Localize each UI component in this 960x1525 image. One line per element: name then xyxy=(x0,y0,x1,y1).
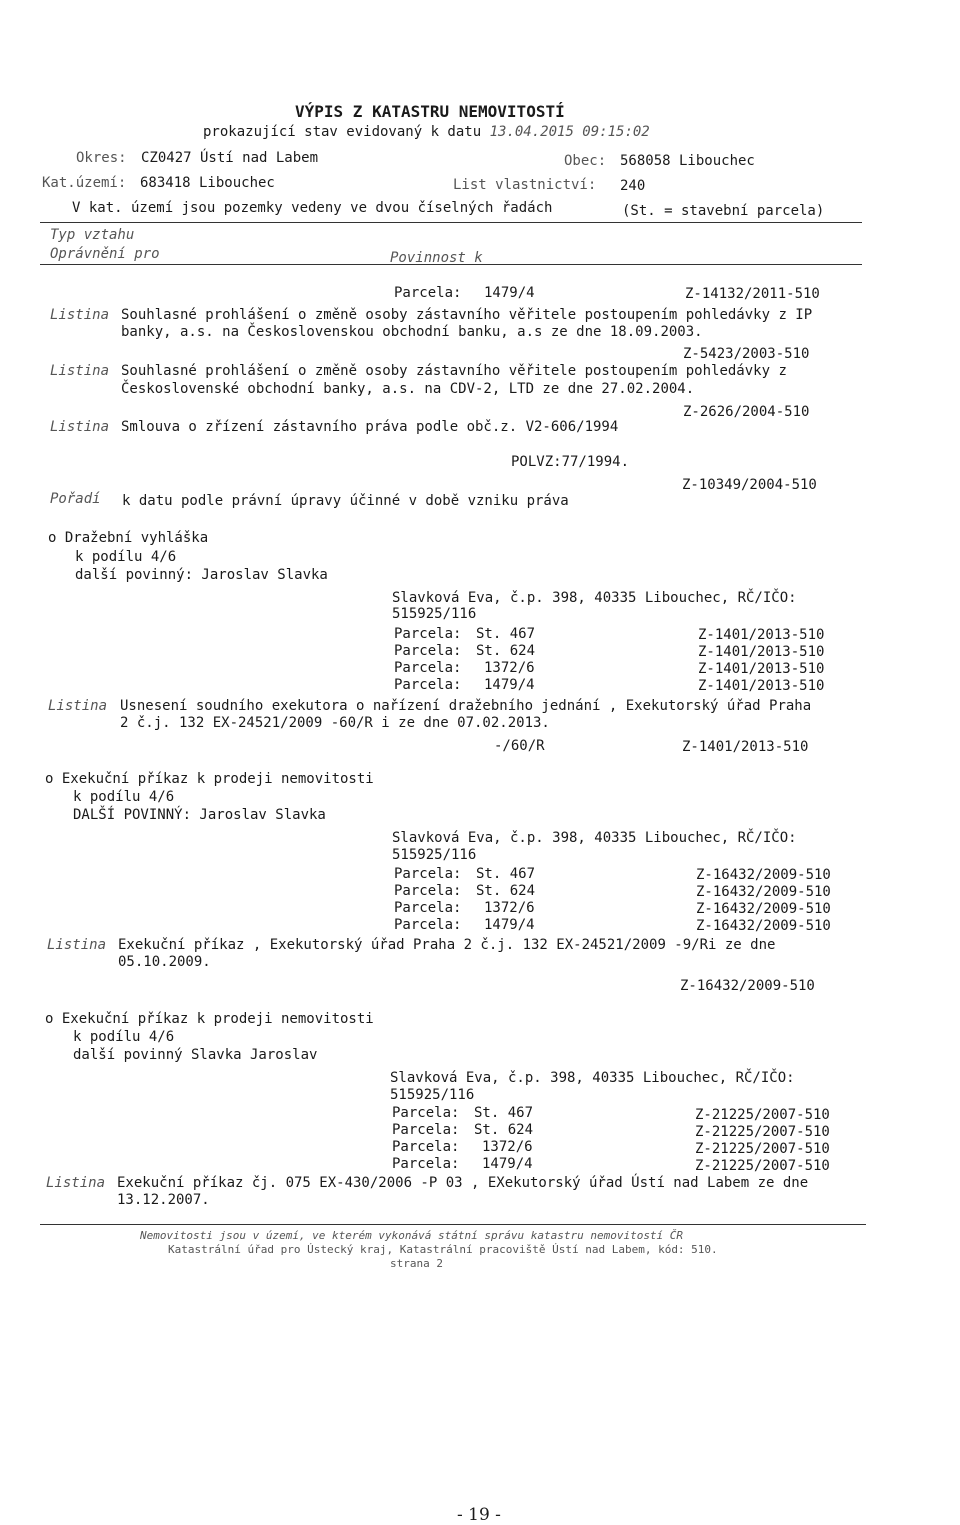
parcel-ref: Z-16432/2009-510 xyxy=(696,867,831,883)
section-title: o Exekuční příkaz k prodeji nemovitosti xyxy=(45,771,374,787)
parcel-ref: Z-21225/2007-510 xyxy=(695,1158,830,1174)
listina-label: Listina xyxy=(50,419,110,435)
poradi-ref: Z-10349/2004-510 xyxy=(682,477,817,493)
column-typ-vztahu: Typ vztahu xyxy=(50,227,135,243)
parcela-label: Parcela: xyxy=(394,285,462,301)
parcel-value: St. 624 xyxy=(476,643,536,659)
parcel-ref: Z-1401/2013-510 xyxy=(698,678,825,694)
person-rc: 515925/116 xyxy=(392,847,477,863)
listina-ref: Z-1401/2013-510 xyxy=(682,739,809,755)
person-rc: 515925/116 xyxy=(392,606,477,622)
footer-line: Nemovitosti jsou v území, ve kterém vykonává státní správu katastru nemovitostí ČR xyxy=(140,1229,684,1242)
katuzemi-label: Kat.území: xyxy=(42,175,127,191)
footer-divider xyxy=(40,1224,866,1225)
column-povinnost-k: Povinnost k xyxy=(390,250,483,266)
listina-ref: Z-16432/2009-510 xyxy=(680,978,815,994)
listina-text: banky, a.s. na Československou obchodní banku, a.s ze dne 18.09.2003. xyxy=(121,324,703,340)
listina-text: 05.10.2009. xyxy=(118,954,211,970)
person: Slavková Eva, č.p. 398, 40335 Libouchec, RČ/IČO: xyxy=(392,830,797,846)
poradi-label: Pořadí xyxy=(50,491,101,507)
section-podil: k podílu 4/6 xyxy=(75,549,177,565)
parcel-value: 1479/4 xyxy=(484,917,535,933)
listina-text: Československé obchodní banky, a.s. na CDV-2, LTD ze dne 27.02.2004. xyxy=(121,381,695,397)
parcel-label: Parcela: xyxy=(394,626,462,642)
section-povinny: další povinný Slavka Jaroslav xyxy=(73,1047,318,1063)
parcel-label: Parcela: xyxy=(394,917,462,933)
listina-text: Souhlasné prohlášení o změně osoby zástavního věřitele postoupením pohledávky z IP xyxy=(121,307,813,323)
person: Slavková Eva, č.p. 398, 40335 Libouchec, RČ/IČO: xyxy=(390,1070,795,1086)
parcel-value: St. 467 xyxy=(476,626,536,642)
parcel-label: Parcela: xyxy=(394,883,462,899)
parcel-value: 1372/6 xyxy=(484,660,535,676)
obec-label: Obec: xyxy=(564,153,607,169)
listina-text: Souhlasné prohlášení o změně osoby zástavního věřitele postoupením pohledávky z xyxy=(121,363,787,379)
section-povinny: další povinný: Jaroslav Slavka xyxy=(75,567,328,583)
lv-value: 240 xyxy=(620,178,646,194)
column-divider xyxy=(40,264,862,265)
okres-value: CZ0427 Ústí nad Labem xyxy=(141,150,319,166)
subtitle-prefix: prokazující stav evidovaný k datu xyxy=(203,124,482,140)
parcel-ref: Z-1401/2013-510 xyxy=(698,661,825,677)
poradi-text: k datu podle právní úpravy účinné v době vzniku práva xyxy=(122,493,569,509)
column-opravneni-pro: Oprávnění pro xyxy=(50,246,160,262)
parcel-label: Parcela: xyxy=(394,866,462,882)
parcel-value: 1372/6 xyxy=(484,900,535,916)
parcela-ref: Z-14132/2011-510 xyxy=(685,286,820,302)
section-povinny: DALŠÍ POVINNÝ: Jaroslav Slavka xyxy=(73,807,326,823)
parcel-value: St. 624 xyxy=(474,1122,534,1138)
okres-label: Okres: xyxy=(76,150,127,166)
parcel-value: 1479/4 xyxy=(484,677,535,693)
listina-text: Exekuční příkaz , Exekutorský úřad Praha 2 č.j. 132 EX-24521/2009 -9/Ri ze dne xyxy=(118,937,776,953)
katuzemi-note: V kat. území jsou pozemky vedeny ve dvou číselných řadách xyxy=(72,200,553,216)
listina-ref: Z-2626/2004-510 xyxy=(683,404,810,420)
listina-text: Smlouva o zřízení zástavního práva podle obč.z. V2-606/1994 xyxy=(121,419,619,435)
person-rc: 515925/116 xyxy=(390,1087,475,1103)
katuzemi-value: 683418 Libouchec xyxy=(140,175,275,191)
listina-label: Listina xyxy=(50,363,110,379)
header-divider xyxy=(40,222,862,223)
listina-label: Listina xyxy=(50,307,110,323)
footer-page-label: strana 2 xyxy=(390,1257,443,1270)
parcela-value: 1479/4 xyxy=(484,285,535,301)
listina-text: Exekuční příkaz čj. 075 EX-430/2006 -P 03 , EXekutorský úřad Ústí nad Labem ze dne xyxy=(117,1175,809,1191)
document-subtitle xyxy=(203,125,650,139)
section-podil: k podílu 4/6 xyxy=(73,789,175,805)
parcel-value: St. 467 xyxy=(474,1105,534,1121)
listina-text: Usnesení soudního exekutora o nařízení dražebního jednání , Exekutorský úřad Praha xyxy=(120,698,812,714)
parcel-ref: Z-16432/2009-510 xyxy=(696,918,831,934)
parcel-label: Parcela: xyxy=(392,1122,460,1138)
parcel-label: Parcela: xyxy=(392,1139,460,1155)
obec-value: 568058 Libouchec xyxy=(620,153,755,169)
parcel-label: Parcela: xyxy=(394,660,462,676)
parcel-value: 1372/6 xyxy=(482,1139,533,1155)
listina-text: 13.12.2007. xyxy=(117,1192,210,1208)
listina-text: 2 č.j. 132 EX-24521/2009 -60/R i ze dne 07.02.2013. xyxy=(120,715,550,731)
parcel-label: Parcela: xyxy=(394,677,462,693)
subtitle-date: 13.04.2015 09:15:02 xyxy=(489,124,650,140)
listina-label: Listina xyxy=(47,937,107,953)
parcel-ref: Z-16432/2009-510 xyxy=(696,884,831,900)
listina-text: -/60/R xyxy=(494,738,545,754)
parcel-ref: Z-1401/2013-510 xyxy=(698,644,825,660)
parcel-ref: Z-21225/2007-510 xyxy=(695,1141,830,1157)
document-title: VÝPIS Z KATASTRU NEMOVITOSTÍ xyxy=(295,102,565,121)
parcel-value: 1479/4 xyxy=(482,1156,533,1172)
parcel-value: St. 467 xyxy=(476,866,536,882)
page-number: - 19 - xyxy=(457,1505,501,1525)
parcel-label: Parcela: xyxy=(392,1105,460,1121)
parcel-ref: Z-21225/2007-510 xyxy=(695,1107,830,1123)
person: Slavková Eva, č.p. 398, 40335 Libouchec, RČ/IČO: xyxy=(392,590,797,606)
listina-label: Listina xyxy=(46,1175,106,1191)
parcel-value: St. 624 xyxy=(476,883,536,899)
parcel-ref: Z-1401/2013-510 xyxy=(698,627,825,643)
parcel-ref: Z-16432/2009-510 xyxy=(696,901,831,917)
section-title: o Dražební vyhláška xyxy=(48,530,209,546)
listina-ref: Z-5423/2003-510 xyxy=(683,346,810,362)
lv-label: List vlastnictví: xyxy=(453,177,597,193)
footer-line: Katastrální úřad pro Ústecký kraj, Katastrální pracoviště Ústí nad Labem, kód: 510. xyxy=(168,1243,718,1256)
section-title: o Exekuční příkaz k prodeji nemovitosti xyxy=(45,1011,374,1027)
listina-text: POLVZ:77/1994. xyxy=(511,454,630,470)
parcel-label: Parcela: xyxy=(392,1156,460,1172)
parcel-label: Parcela: xyxy=(394,900,462,916)
parcel-label: Parcela: xyxy=(394,643,462,659)
section-podil: k podílu 4/6 xyxy=(73,1029,175,1045)
parcel-ref: Z-21225/2007-510 xyxy=(695,1124,830,1140)
listina-label: Listina xyxy=(48,698,108,714)
katuzemi-note-right: (St. = stavební parcela) xyxy=(622,203,825,219)
